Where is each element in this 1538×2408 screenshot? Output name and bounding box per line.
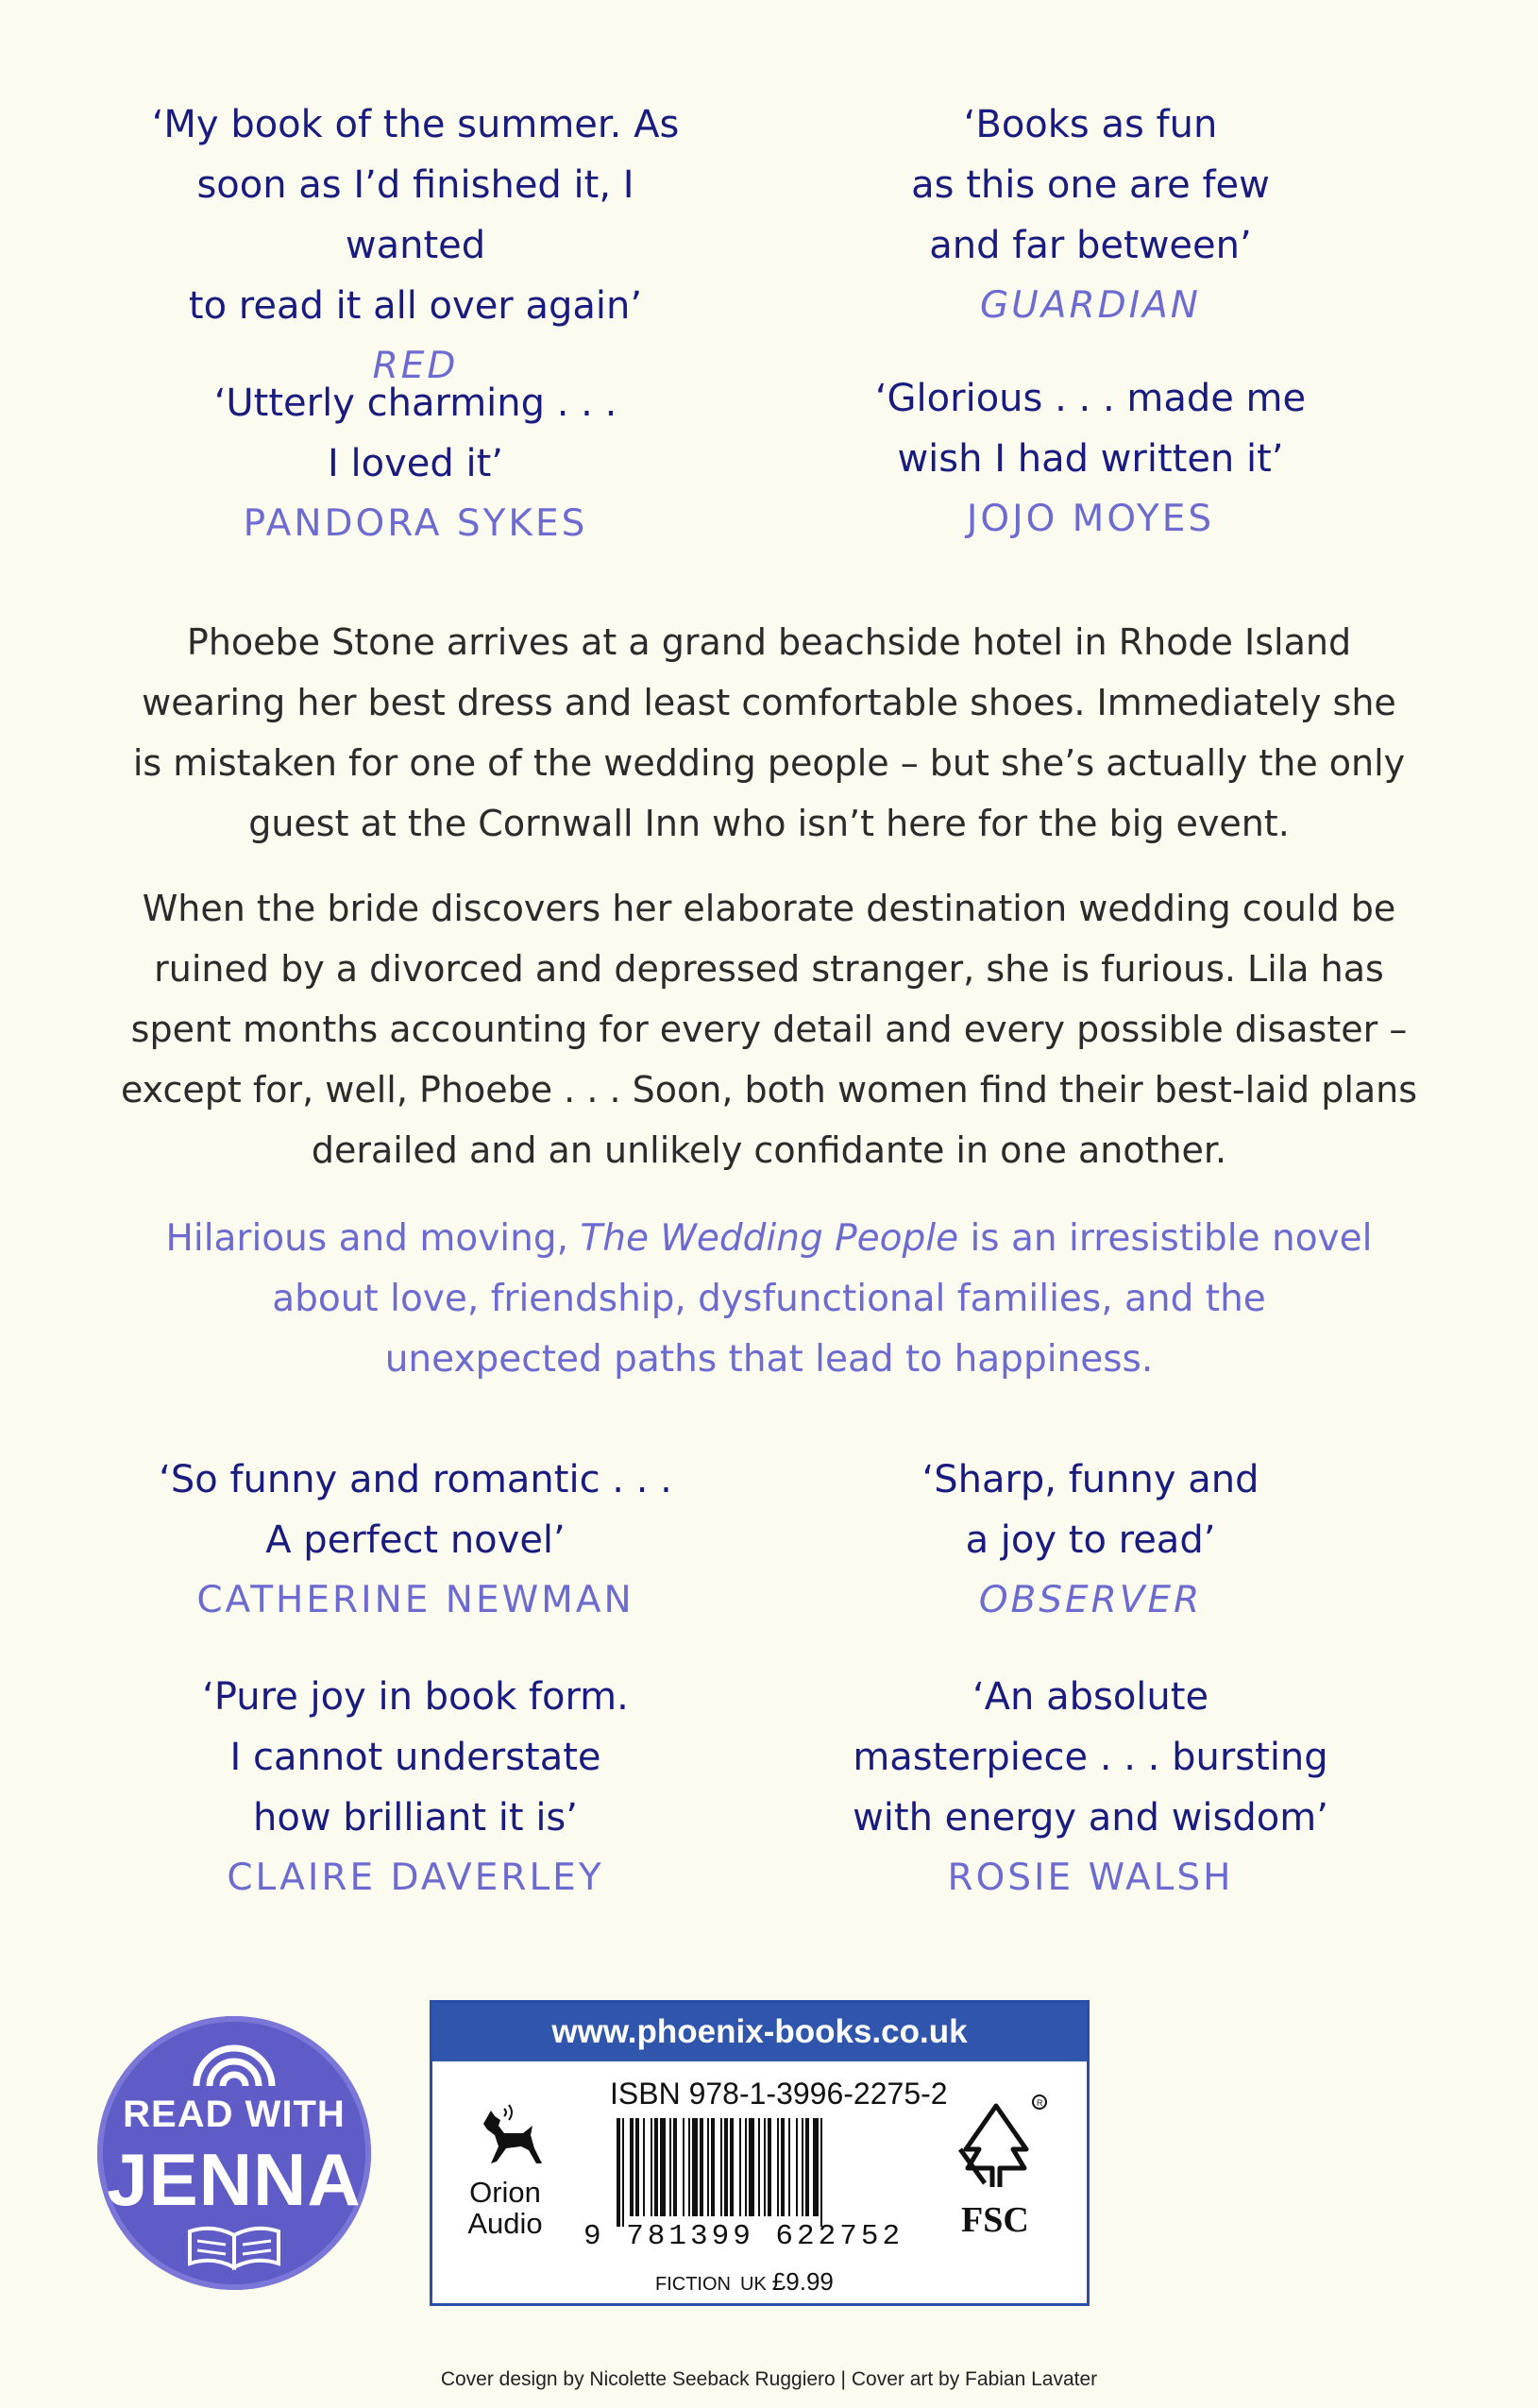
blurb-line: ruined by a divorced and depressed stranger, she is furious. Lila has: [154, 948, 1384, 990]
barcode-bar: [758, 2118, 760, 2216]
quote-line: wish I had written it’: [897, 437, 1284, 481]
quote-line: ‘Sharp, funny and: [921, 1458, 1259, 1501]
quote-source: JOJO MOYES: [966, 498, 1215, 540]
barcode-bar: [739, 2118, 741, 2216]
barcode-bar: [643, 2118, 645, 2216]
tagline-line: [94, 1209, 1444, 1269]
barcode-bar: [788, 2118, 790, 2216]
barcode-bar: [764, 2118, 766, 2216]
quote-line: ‘Books as fun: [963, 103, 1218, 146]
quote-source: RED: [372, 345, 459, 387]
blurb-line: When the bride discovers her elaborate destination wedding could be: [142, 888, 1396, 929]
publisher-name-line-2: Audio: [467, 2207, 543, 2240]
barcode-bar: [813, 2118, 819, 2216]
open-book-icon: [184, 2222, 284, 2271]
blurb-line: wearing her best dress and least comfortable shoes. Immediately she: [142, 682, 1396, 723]
quote-line: ‘My book of the summer. As: [151, 103, 680, 146]
blurb-paragraph-2: [94, 878, 1444, 1180]
barcode-bar: [805, 2118, 809, 2216]
quote-jojo-moyes: [798, 368, 1383, 550]
barcode-bar: [692, 2118, 698, 2216]
barcode-bar: [617, 2118, 620, 2227]
barcode-bar: [745, 2118, 747, 2216]
blurb-line: derailed and an unlikely confidante in one another.: [311, 1129, 1227, 1171]
barcode-panel: [430, 2000, 1090, 2306]
barcode-bar: [802, 2118, 803, 2216]
tagline-post: is an irresistible novel: [958, 1217, 1373, 1260]
barcode-bar: [654, 2118, 658, 2216]
quote-line: to read it all over again’: [188, 284, 643, 328]
quote-claire-daverley: [123, 1667, 708, 1908]
tagline-line: about love, friendship, dysfunctional families, and the: [272, 1278, 1266, 1320]
tagline-line: unexpected paths that lead to happiness.: [384, 1338, 1154, 1381]
quote-line: with energy and wisdom’: [853, 1796, 1328, 1840]
barcode-bar: [673, 2118, 677, 2216]
publisher-url[interactable]: www.phoenix-books.co.uk: [432, 2003, 1087, 2061]
barcode-bar: [749, 2118, 754, 2216]
barcode-bar: [622, 2118, 624, 2227]
cover-credits: Cover design by Nicolette Seeback Ruggiero | Cover art by Fabian Lavater: [440, 2368, 1098, 2390]
blurb-line: except for, well, Phoebe . . . Soon, both women find their best-laid plans: [120, 1069, 1418, 1111]
quote-source: GUARDIAN: [980, 284, 1201, 327]
barcode-bar: [820, 2118, 822, 2227]
quote-line: and far between’: [929, 224, 1252, 267]
quote-source: CATHERINE NEWMAN: [196, 1579, 634, 1621]
tagline-pre: Hilarious and moving,: [165, 1217, 581, 1260]
quote-line: ‘Pure joy in book form.: [202, 1675, 629, 1719]
barcode-bar: [630, 2118, 634, 2216]
quote-source: PANDORA SYKES: [243, 502, 588, 545]
publisher-name-line-1: Orion: [469, 2176, 541, 2209]
barcode-bar: [724, 2118, 728, 2216]
quote-line: a joy to read’: [965, 1518, 1216, 1562]
blurb-line: Phoebe Stone arrives at a grand beachside hotel in Rhode Island: [186, 621, 1352, 663]
quote-red: [123, 94, 708, 397]
quote-line: ‘Utterly charming . . .: [213, 382, 617, 425]
barcode-bar: [651, 2118, 652, 2216]
barcode-bar: [669, 2118, 671, 2216]
quote-line: ‘Glorious . . . made me: [874, 377, 1307, 420]
region-label: UK: [740, 2274, 767, 2295]
barcode-bar: [777, 2118, 779, 2216]
barcode-bar: [635, 2118, 639, 2216]
fsc-label: FSC: [961, 2200, 1029, 2240]
quote-line: masterpiece . . . bursting: [853, 1736, 1328, 1779]
barcode-bar: [700, 2118, 703, 2216]
price-value: £9.99: [771, 2267, 834, 2296]
blurb-line: is mistaken for one of the wedding people – but she’s actually the only: [132, 742, 1406, 784]
quote-line: ‘So funny and romantic . . .: [159, 1458, 672, 1501]
barcode-bar: [768, 2118, 771, 2216]
barcode-bar: [711, 2118, 715, 2216]
svg-text:R: R: [1037, 2098, 1043, 2108]
blurb-line: guest at the Cornwall Inn who isn’t here for the big event.: [248, 803, 1290, 844]
barcode-bar: [688, 2118, 690, 2216]
read-with-jenna-badge: [97, 2016, 371, 2290]
barcode-bar: [720, 2118, 722, 2216]
barcode-bar: [796, 2118, 798, 2216]
quote-line: soon as I’d finished it, I wanted: [196, 163, 634, 267]
price-line: [655, 2267, 834, 2297]
fsc-tree-icon: [947, 2093, 1051, 2201]
tagline: [94, 1209, 1444, 1390]
barcode-digits: 9 781399 622752: [583, 2220, 904, 2253]
quote-line: A perfect novel’: [265, 1518, 566, 1562]
quote-guardian: [798, 94, 1383, 336]
quote-line: as this one are few: [911, 163, 1270, 207]
quote-line: I loved it’: [328, 442, 503, 485]
quote-pandora-sykes: [123, 373, 708, 554]
quote-source: OBSERVER: [978, 1579, 1203, 1621]
book-title: The Wedding People: [580, 1217, 959, 1260]
quote-observer: [798, 1450, 1383, 1631]
barcode-bar: [730, 2118, 734, 2216]
barcode-bar: [683, 2118, 684, 2216]
blurb-paragraph-1: [94, 612, 1444, 854]
quote-source: CLAIRE DAVERLEY: [227, 1857, 604, 1899]
quote-line: ‘An absolute: [972, 1675, 1209, 1719]
greyhound-icon: [463, 2097, 548, 2173]
barcode-bar: [660, 2118, 666, 2216]
quote-line: I cannot understate: [229, 1736, 601, 1779]
quote-rosie-walsh: [798, 1667, 1383, 1908]
category-label: FICTION: [655, 2274, 731, 2295]
quote-catherine-newman: [123, 1450, 708, 1631]
barcode-icon: [615, 2118, 912, 2227]
badge-line-2: JENNA: [107, 2138, 362, 2221]
barcode-bar: [781, 2118, 785, 2216]
badge-line-1: READ WITH: [123, 2094, 346, 2135]
barcode-bar: [707, 2118, 709, 2216]
quote-line: how brilliant it is’: [253, 1796, 578, 1840]
orion-audio-logo: [453, 2097, 557, 2239]
quote-source: ROSIE WALSH: [947, 1857, 1234, 1899]
rainbow-icon: [187, 2037, 281, 2089]
isbn-number: ISBN 978-1-3996-2275-2: [610, 2077, 948, 2111]
blurb-line: spent months accounting for every detail and every possible disaster –: [130, 1009, 1408, 1050]
